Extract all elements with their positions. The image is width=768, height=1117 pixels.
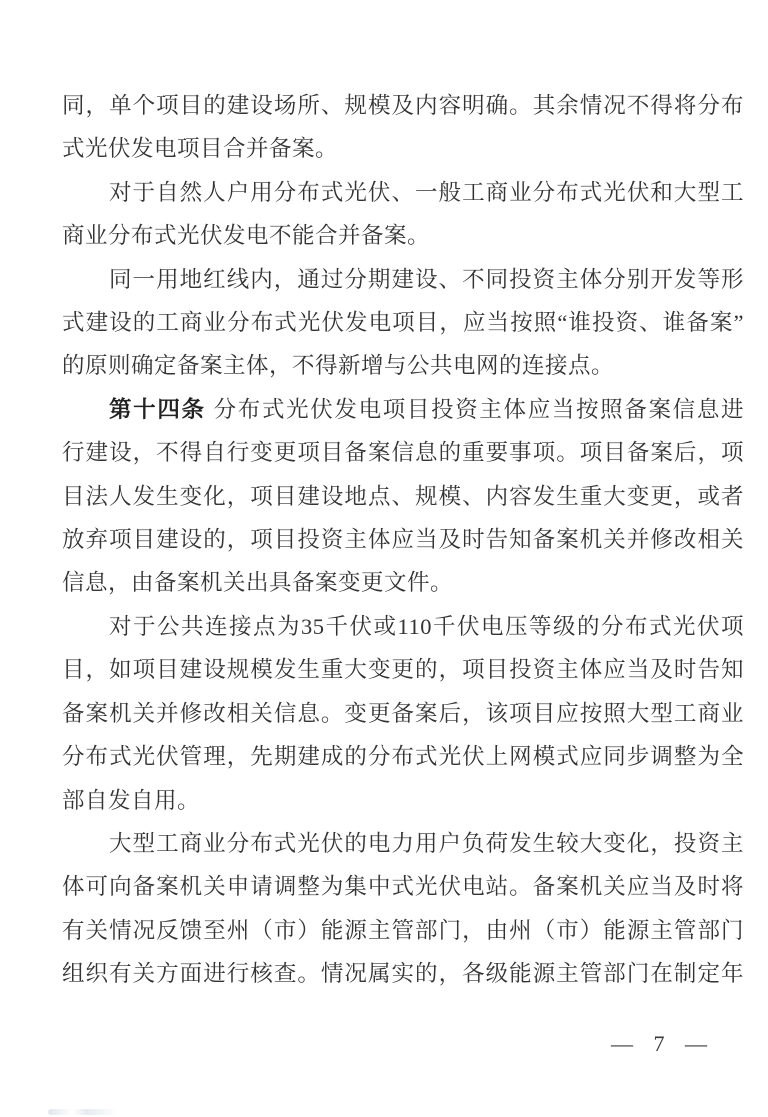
text-line: 备案机关并修改相关信息。变更备案后，该项目应按照大型工商业 [62,700,744,726]
article-number: 第十四条 [109,396,206,422]
text-line: 放弃项目建设的，项目投资主体应当及时告知备案机关并修改相关 [62,527,744,553]
page-number: — 7 — [611,1031,708,1056]
paragraph [62,258,744,388]
text-line: 组织有关方面进行核查。情况属实的，各级能源主管部门在制定年 [62,961,744,987]
text-line: 分布式光伏管理，先期建成的分布式光伏上网模式应同步调整为全 [62,744,744,770]
text-block [62,84,744,996]
text-line: 对于公共连接点为35千伏或110千伏电压等级的分布式光伏项 [109,613,744,639]
paragraph [62,388,744,605]
text-line: 的原则确定备案主体，不得新增与公共电网的连接点。 [62,353,615,379]
text-line: 部自发自用。 [62,787,201,813]
text-line: 式建设的工商业分布式光伏发电项目，应当按照“谁投资、谁备案” [62,310,744,336]
text-line: 商业分布式光伏发电不能合并备案。 [62,223,431,249]
paragraph [62,822,744,996]
paragraph [62,84,744,171]
text-line: 行建设，不得自行变更项目备案信息的重要事项。项目备案后，项 [62,440,744,466]
text-line: 信息，由备案机关出具备案变更文件。 [62,570,454,596]
scan-artifact [48,1109,118,1115]
text-line: 大型工商业分布式光伏的电力用户负荷发生较大变化，投资主 [109,830,744,856]
text-line: 体可向备案机关申请调整为集中式光伏电站。备案机关应当及时将 [62,874,744,900]
text-line: 对于自然人户用分布式光伏、一般工商业分布式光伏和大型工 [109,179,744,205]
text-line: 有关情况反馈至州（市）能源主管部门，由州（市）能源主管部门 [62,917,744,943]
text-line: 目，如项目建设规模发生重大变更的，项目投资主体应当及时告知 [62,657,744,683]
text-line: 同一用地红线内，通过分期建设、不同投资主体分别开发等形 [109,266,744,292]
text-line: 第十四条 分布式光伏发电项目投资主体应当按照备案信息进 [109,396,744,422]
text-line: 目法人发生变化，项目建设地点、规模、内容发生重大变更，或者 [62,483,744,509]
paragraph [62,605,744,822]
paragraph [62,171,744,258]
text-line: 同，单个项目的建设场所、规模及内容明确。其余情况不得将分布 [62,93,744,118]
text-line: 式光伏发电项目合并备案。 [62,136,339,162]
